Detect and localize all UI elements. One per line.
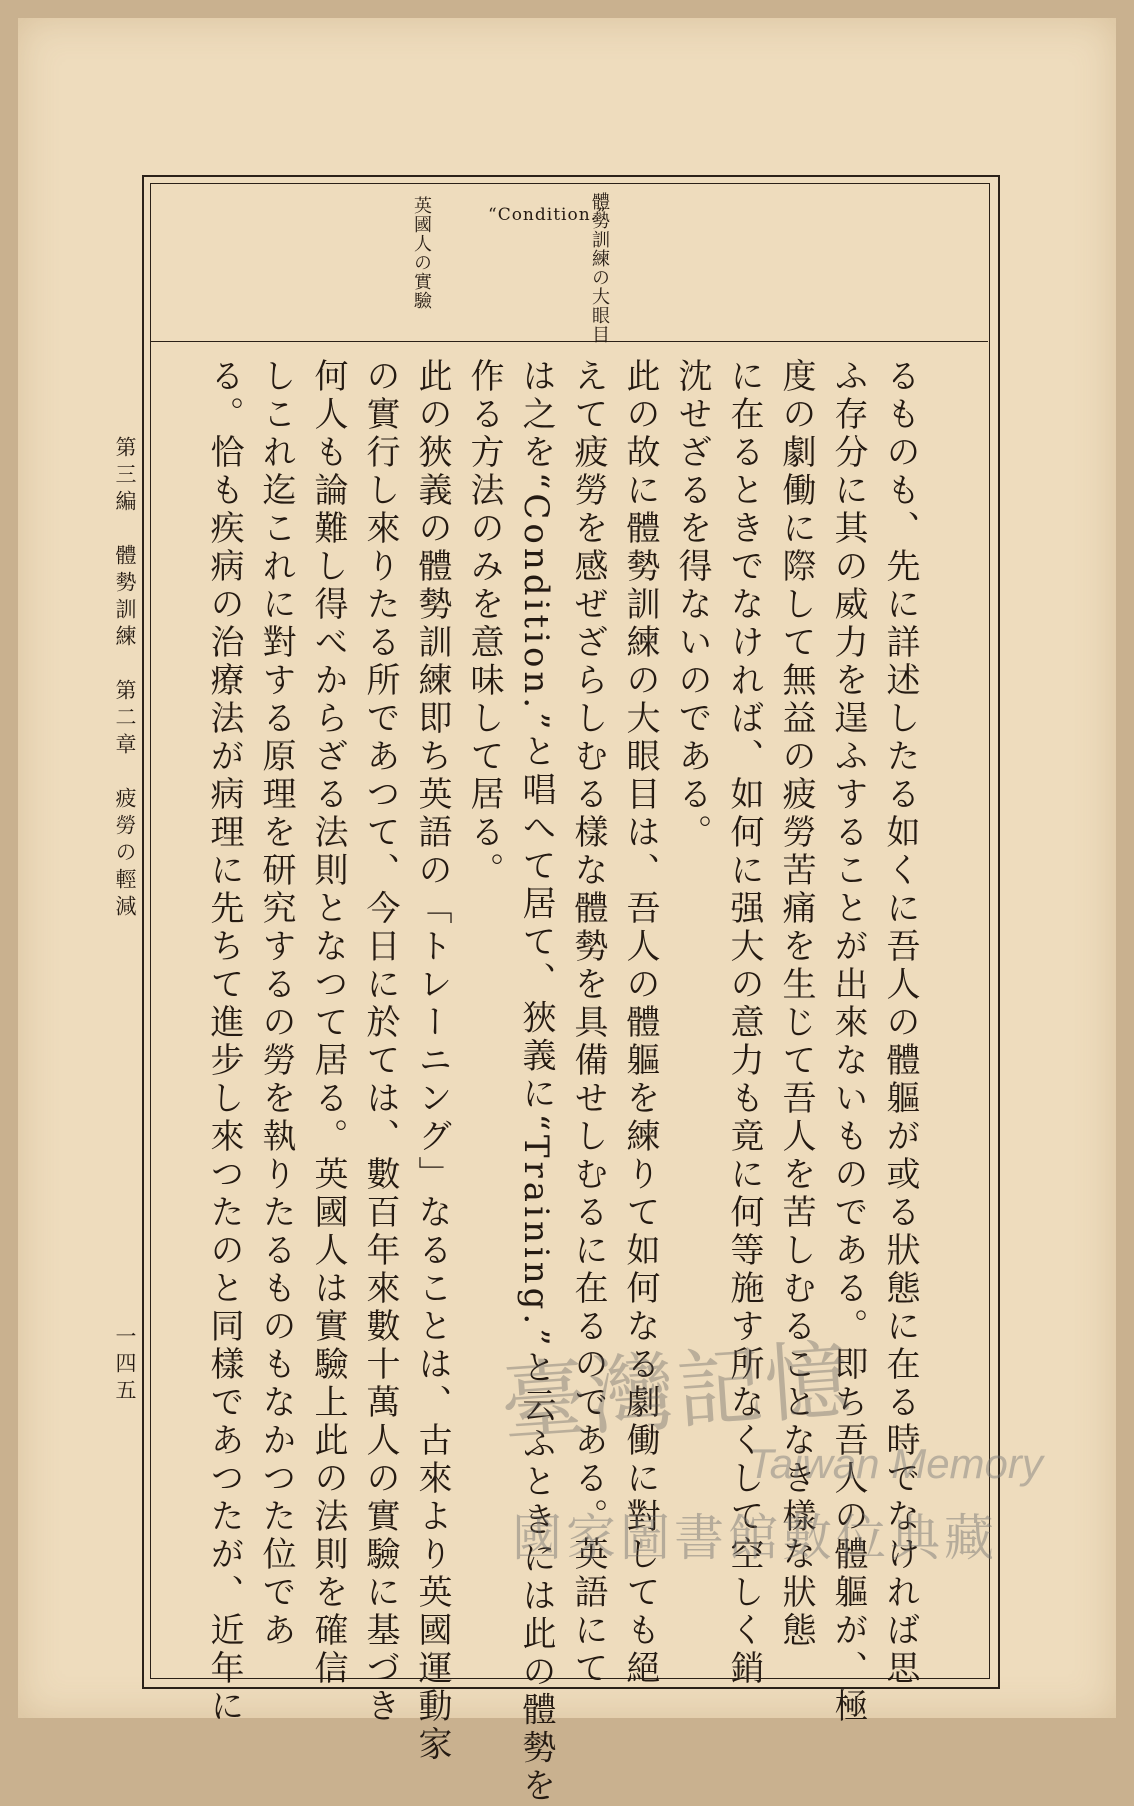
- body-column: 沈せざるを得ないのである。: [672, 358, 712, 852]
- side-note-divider: [151, 341, 988, 342]
- watermark-english: Taiwan Memory: [748, 1440, 1043, 1487]
- body-column: 度の劇働に際して無益の疲勞苦痛を生じて吾人を苦しむることなき樣な狀態: [776, 358, 816, 1650]
- side-note-main-aim: 體勢訓練の大眼目: [589, 192, 610, 344]
- body-column: 何人も論難し得べからざる法則となつて居る。英國人は實驗上此の法則を確信: [308, 358, 348, 1688]
- side-note-condition: “Condition.”: [488, 205, 607, 225]
- body-column: しこれ迄これに對する原理を研究するの勞を執りたるものもなかつた位であ: [256, 358, 296, 1650]
- body-column: 作る方法のみを意味して居る。: [464, 358, 504, 890]
- body-column: に在るときでなければ、如何に强大の意力も竟に何等施す所なくして空しく銷: [724, 358, 764, 1688]
- running-header: 第三編 體勢訓練 第二章 疲勞の輕減: [113, 436, 137, 922]
- side-note-english-experiment: 英國人の實驗: [411, 196, 432, 310]
- body-column: は之を“Condition.”と唱へて居て、狹義に“Training.”と云ふときには此の體勢を: [516, 358, 556, 1806]
- watermark-logo-text: 臺灣記憶: [497, 1330, 856, 1455]
- body-column: ふ存分に其の威力を逞ふすることが出來ないものである。即ち吾人の體軀が、極: [828, 358, 868, 1726]
- body-column: 此の故に體勢訓練の大眼目は、吾人の體軀を練りて如何なる劇働に對しても絕: [620, 358, 660, 1688]
- body-column: るものも、先に詳述したる如くに吾人の體軀が或る狀態に在る時でなければ思: [880, 358, 920, 1688]
- body-column: えて疲勞を感ぜざらしむる樣な體勢を具備せしむるに在るのである。英語にて: [568, 358, 608, 1688]
- page-number: 一四五: [113, 1325, 137, 1406]
- body-column: る。恰も疾病の治療法が病理に先ちて進步し來つたのと同樣であつたが、近年に: [204, 358, 244, 1726]
- body-column: の實行し來りたる所であつて、今日に於ては、數百年來數十萬人の實驗に基づき: [360, 358, 400, 1726]
- watermark-institution: 國家圖書館數位典藏: [512, 1510, 998, 1566]
- body-column: 此の狹義の體勢訓練即ち英語の「トレーニング」なることは、古來より英國運動家: [412, 358, 452, 1764]
